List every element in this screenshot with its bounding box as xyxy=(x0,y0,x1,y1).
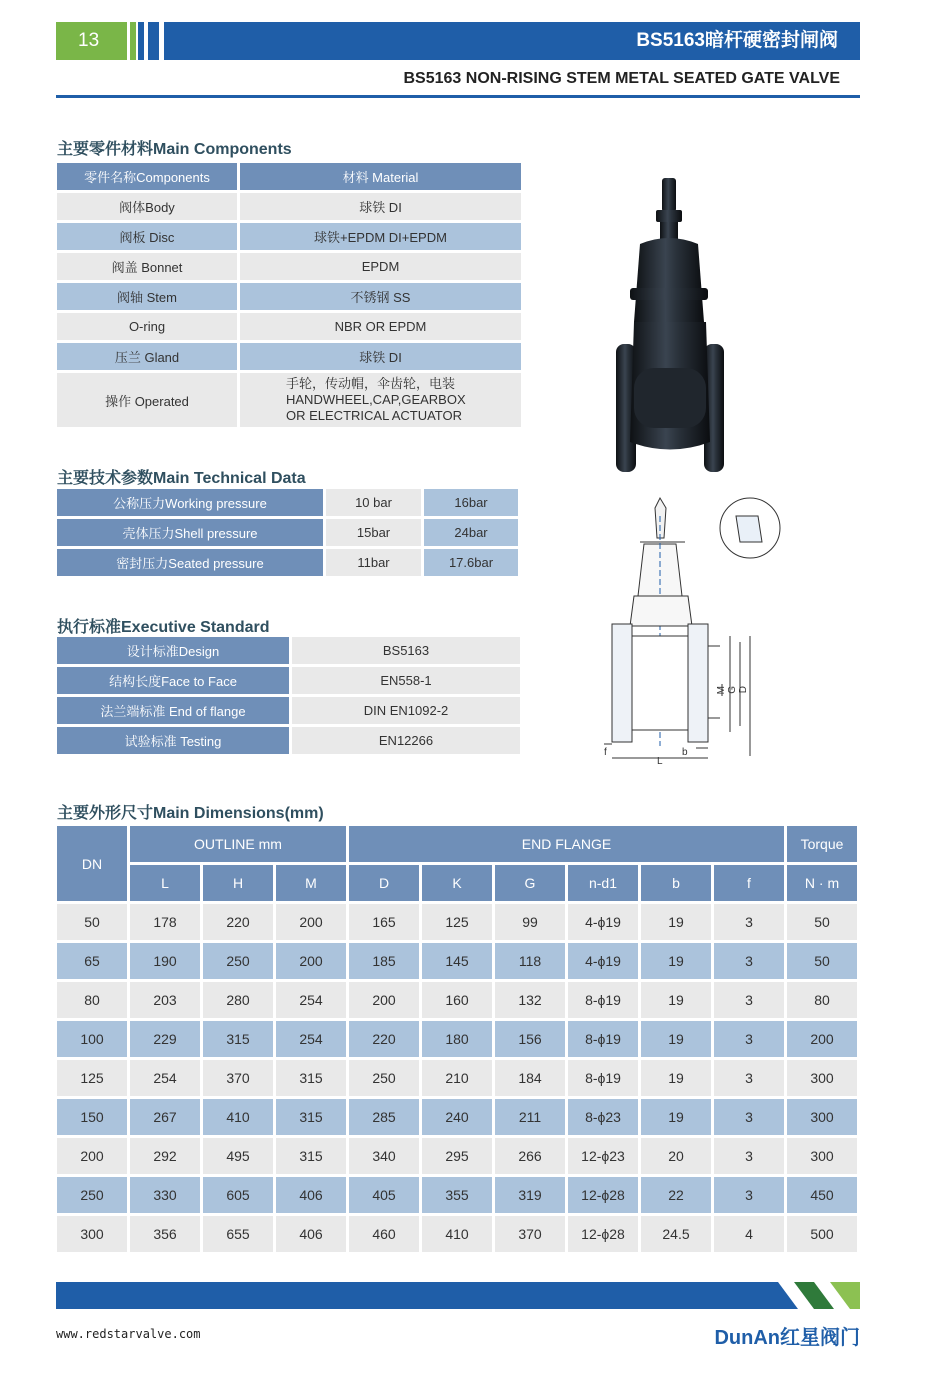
dimension-cell: 200 xyxy=(787,1021,857,1057)
dimension-row xyxy=(57,1216,857,1252)
standard-label: 法兰端标准 End of flange xyxy=(57,697,289,724)
pressure-label: 壳体压力Shell pressure xyxy=(57,519,323,546)
dimension-cell: 99 xyxy=(495,904,565,940)
dimension-cell: 3 xyxy=(714,1021,784,1057)
drawing-label-d: D xyxy=(738,686,749,694)
brand-logo: DunAn红星阀门 xyxy=(714,1327,860,1349)
component-name: 阀板 Disc xyxy=(57,223,237,250)
dimension-cell: 356 xyxy=(130,1216,200,1252)
standard-label: 结构长度Face to Face xyxy=(57,667,289,694)
dimension-cell: 3 xyxy=(714,1060,784,1096)
col-header-d: D xyxy=(349,865,419,901)
dimension-cell: 3 xyxy=(714,1099,784,1135)
component-name: 阀体Body xyxy=(57,193,237,220)
dimension-cell: 315 xyxy=(203,1021,273,1057)
component-name: 操作 Operated xyxy=(57,373,237,427)
dimension-cell: 250 xyxy=(349,1060,419,1096)
dimension-cell: 229 xyxy=(130,1021,200,1057)
pressure-label: 公称压力Working pressure xyxy=(57,489,323,516)
dimension-cell: 4-ϕ19 xyxy=(568,943,638,979)
standard-value: DIN EN1092-2 xyxy=(292,697,520,724)
component-material: 球铁 DI xyxy=(240,193,521,220)
drawing-label-l: L xyxy=(657,756,663,767)
page-subtitle: BS5163 NON-RISING STEM METAL SEATED GATE VALVE xyxy=(403,70,840,87)
dimension-cell: 495 xyxy=(203,1138,273,1174)
dimension-row xyxy=(57,943,857,979)
dimensions-heading: 主要外形尺寸Main Dimensions(mm) xyxy=(57,805,324,822)
dimension-cell: 285 xyxy=(349,1099,419,1135)
dimension-cell: 132 xyxy=(495,982,565,1018)
dimension-cell: 50 xyxy=(787,943,857,979)
dimension-cell: 118 xyxy=(495,943,565,979)
footer-chevrons xyxy=(770,1282,860,1309)
dimension-cell: 178 xyxy=(130,904,200,940)
dimension-row xyxy=(57,1138,857,1174)
col-header-f: f xyxy=(714,865,784,901)
header-rule xyxy=(56,95,860,98)
dn-cell: 300 xyxy=(57,1216,127,1252)
dimension-cell: 655 xyxy=(203,1216,273,1252)
dimension-cell: 370 xyxy=(495,1216,565,1252)
dn-cell: 125 xyxy=(57,1060,127,1096)
drawing-label-g: G xyxy=(727,686,738,694)
dimension-cell: 203 xyxy=(130,982,200,1018)
dimension-cell: 19 xyxy=(641,1099,711,1135)
dn-cell: 150 xyxy=(57,1099,127,1135)
outline-header: OUTLINE mm xyxy=(130,826,346,862)
standard-value: EN12266 xyxy=(292,727,520,754)
dn-cell: 50 xyxy=(57,904,127,940)
dimension-cell: 315 xyxy=(276,1138,346,1174)
operated-line: OR ELECTRICAL ACTUATOR xyxy=(286,408,463,423)
dimension-cell: 410 xyxy=(203,1099,273,1135)
dn-cell: 80 xyxy=(57,982,127,1018)
dimension-cell: 355 xyxy=(422,1177,492,1213)
dimension-cell: 8-ϕ19 xyxy=(568,1060,638,1096)
col-header-g: G xyxy=(495,865,565,901)
dimension-cell: 19 xyxy=(641,1021,711,1057)
dimension-cell: 8-ϕ23 xyxy=(568,1099,638,1135)
dimension-cell: 280 xyxy=(203,982,273,1018)
standard-value: EN558-1 xyxy=(292,667,520,694)
dimension-cell: 220 xyxy=(349,1021,419,1057)
dimension-cell: 605 xyxy=(203,1177,273,1213)
page-number: 13 xyxy=(56,22,127,60)
website-link[interactable]: www.redstarvalve.com xyxy=(56,1327,201,1341)
dimension-cell: 3 xyxy=(714,943,784,979)
valve-drawing xyxy=(600,496,790,771)
dn-cell: 100 xyxy=(57,1021,127,1057)
dimension-cell: 250 xyxy=(203,943,273,979)
pressure-value: 11bar xyxy=(326,549,421,576)
dn-cell: 65 xyxy=(57,943,127,979)
dimension-cell: 450 xyxy=(787,1177,857,1213)
component-name: 阀轴 Stem xyxy=(57,283,237,310)
dimensions-table xyxy=(54,823,860,1255)
dimension-row xyxy=(57,1021,857,1057)
dimension-cell: 19 xyxy=(641,1060,711,1096)
dimension-cell: 200 xyxy=(276,904,346,940)
dimension-cell: 370 xyxy=(203,1060,273,1096)
dimension-cell: 160 xyxy=(422,982,492,1018)
dimension-cell: 80 xyxy=(787,982,857,1018)
dimension-cell: 184 xyxy=(495,1060,565,1096)
component-material: NBR OR EPDM xyxy=(240,313,521,340)
component-material: 不锈钢 SS xyxy=(240,283,521,310)
dimension-cell: 12-ϕ23 xyxy=(568,1138,638,1174)
dimension-cell: 295 xyxy=(422,1138,492,1174)
standard-heading: 执行标准Executive Standard xyxy=(57,619,270,636)
header-stripe xyxy=(130,22,136,60)
header-stripe xyxy=(138,22,144,60)
dimension-cell: 267 xyxy=(130,1099,200,1135)
dimension-cell: 180 xyxy=(422,1021,492,1057)
dimension-cell: 12-ϕ28 xyxy=(568,1177,638,1213)
component-name: 压兰 Gland xyxy=(57,343,237,370)
dimensions-body xyxy=(57,904,857,1252)
standard-label: 试验标准 Testing xyxy=(57,727,289,754)
dimension-cell: 315 xyxy=(276,1060,346,1096)
dimension-cell: 254 xyxy=(276,1021,346,1057)
pressure-label: 密封压力Seated pressure xyxy=(57,549,323,576)
pressure-value: 15bar xyxy=(326,519,421,546)
dimension-cell: 190 xyxy=(130,943,200,979)
drawing-label-b: b xyxy=(682,747,688,758)
dimension-cell: 460 xyxy=(349,1216,419,1252)
component-material xyxy=(240,373,521,427)
dimension-cell: 20 xyxy=(641,1138,711,1174)
dn-header: DN xyxy=(57,826,127,901)
dn-cell: 200 xyxy=(57,1138,127,1174)
standard-table xyxy=(54,634,523,757)
end-flange-header: END FLANGE xyxy=(349,826,784,862)
dimension-cell: 340 xyxy=(349,1138,419,1174)
dimension-cell: 4 xyxy=(714,1216,784,1252)
dimension-cell: 165 xyxy=(349,904,419,940)
dimension-cell: 3 xyxy=(714,904,784,940)
dimension-cell: 22 xyxy=(641,1177,711,1213)
col-header-h: H xyxy=(203,865,273,901)
drawing-label-f: f xyxy=(604,747,607,758)
pressure-value: 17.6bar xyxy=(424,549,518,576)
header-stripe xyxy=(148,22,159,60)
dimension-cell: 145 xyxy=(422,943,492,979)
dimension-cell: 200 xyxy=(349,982,419,1018)
dimension-row xyxy=(57,904,857,940)
dimension-cell: 19 xyxy=(641,982,711,1018)
dn-cell: 250 xyxy=(57,1177,127,1213)
dimension-cell: 4-ϕ19 xyxy=(568,904,638,940)
dimension-cell: 300 xyxy=(787,1138,857,1174)
dimension-cell: 3 xyxy=(714,982,784,1018)
page-title: BS5163暗杆硬密封闸阀 xyxy=(164,22,860,60)
component-material: 球铁+EPDM DI+EPDM xyxy=(240,223,521,250)
dimension-cell: 8-ϕ19 xyxy=(568,982,638,1018)
col-header-k: K xyxy=(422,865,492,901)
dimension-cell: 300 xyxy=(787,1060,857,1096)
operated-line: HANDWHEEL,CAP,GEARBOX xyxy=(286,392,466,407)
dimension-cell: 211 xyxy=(495,1099,565,1135)
dimension-cell: 12-ϕ28 xyxy=(568,1216,638,1252)
operated-line: 手轮，传动帽，伞齿轮，电装 xyxy=(286,376,456,391)
dimension-row xyxy=(57,1177,857,1213)
component-material: 球铁 DI xyxy=(240,343,521,370)
component-name: O-ring xyxy=(57,313,237,340)
dimension-cell: 24.5 xyxy=(641,1216,711,1252)
dimension-cell: 500 xyxy=(787,1216,857,1252)
dimension-cell: 8-ϕ19 xyxy=(568,1021,638,1057)
dimension-row xyxy=(57,1099,857,1135)
footer-bar xyxy=(56,1282,860,1309)
technical-heading: 主要技术参数Main Technical Data xyxy=(57,470,306,487)
col-header-nm: N · m xyxy=(787,865,857,901)
dimension-cell: 254 xyxy=(276,982,346,1018)
dimension-cell: 3 xyxy=(714,1138,784,1174)
dimension-row xyxy=(57,982,857,1018)
dimension-cell: 406 xyxy=(276,1177,346,1213)
col-header-l: L xyxy=(130,865,200,901)
col-header-m: M xyxy=(276,865,346,901)
component-material: EPDM xyxy=(240,253,521,280)
dimension-cell: 410 xyxy=(422,1216,492,1252)
technical-table xyxy=(54,486,521,579)
dimension-cell: 50 xyxy=(787,904,857,940)
standard-value: BS5163 xyxy=(292,637,520,664)
dimension-cell: 254 xyxy=(130,1060,200,1096)
torque-header: Torque xyxy=(787,826,857,862)
material-col-header: 材料 Material xyxy=(240,163,521,190)
valve-photo xyxy=(600,172,750,482)
pressure-value: 24bar xyxy=(424,519,518,546)
dimension-cell: 405 xyxy=(349,1177,419,1213)
dimension-cell: 19 xyxy=(641,904,711,940)
components-col-header: 零件名称Components xyxy=(57,163,237,190)
dimension-cell: 185 xyxy=(349,943,419,979)
drawing-label-m: M xyxy=(716,686,727,695)
dimension-cell: 3 xyxy=(714,1177,784,1213)
pressure-value: 10 bar xyxy=(326,489,421,516)
dimension-cell: 220 xyxy=(203,904,273,940)
dimension-row xyxy=(57,1060,857,1096)
dimension-cell: 406 xyxy=(276,1216,346,1252)
component-name: 阀盖 Bonnet xyxy=(57,253,237,280)
dimension-cell: 210 xyxy=(422,1060,492,1096)
components-heading: 主要零件材料Main Components xyxy=(57,141,292,158)
dimension-cell: 292 xyxy=(130,1138,200,1174)
col-header-nd1: n-d1 xyxy=(568,865,638,901)
dimension-cell: 300 xyxy=(787,1099,857,1135)
components-table xyxy=(54,160,524,430)
dimension-cell: 315 xyxy=(276,1099,346,1135)
dimension-cell: 19 xyxy=(641,943,711,979)
pressure-value: 16bar xyxy=(424,489,518,516)
dimension-cell: 125 xyxy=(422,904,492,940)
dimension-cell: 240 xyxy=(422,1099,492,1135)
dimension-cell: 156 xyxy=(495,1021,565,1057)
dimension-cell: 266 xyxy=(495,1138,565,1174)
dimension-cell: 319 xyxy=(495,1177,565,1213)
standard-label: 设计标准Design xyxy=(57,637,289,664)
dimension-cell: 200 xyxy=(276,943,346,979)
dimension-cell: 330 xyxy=(130,1177,200,1213)
col-header-b: b xyxy=(641,865,711,901)
